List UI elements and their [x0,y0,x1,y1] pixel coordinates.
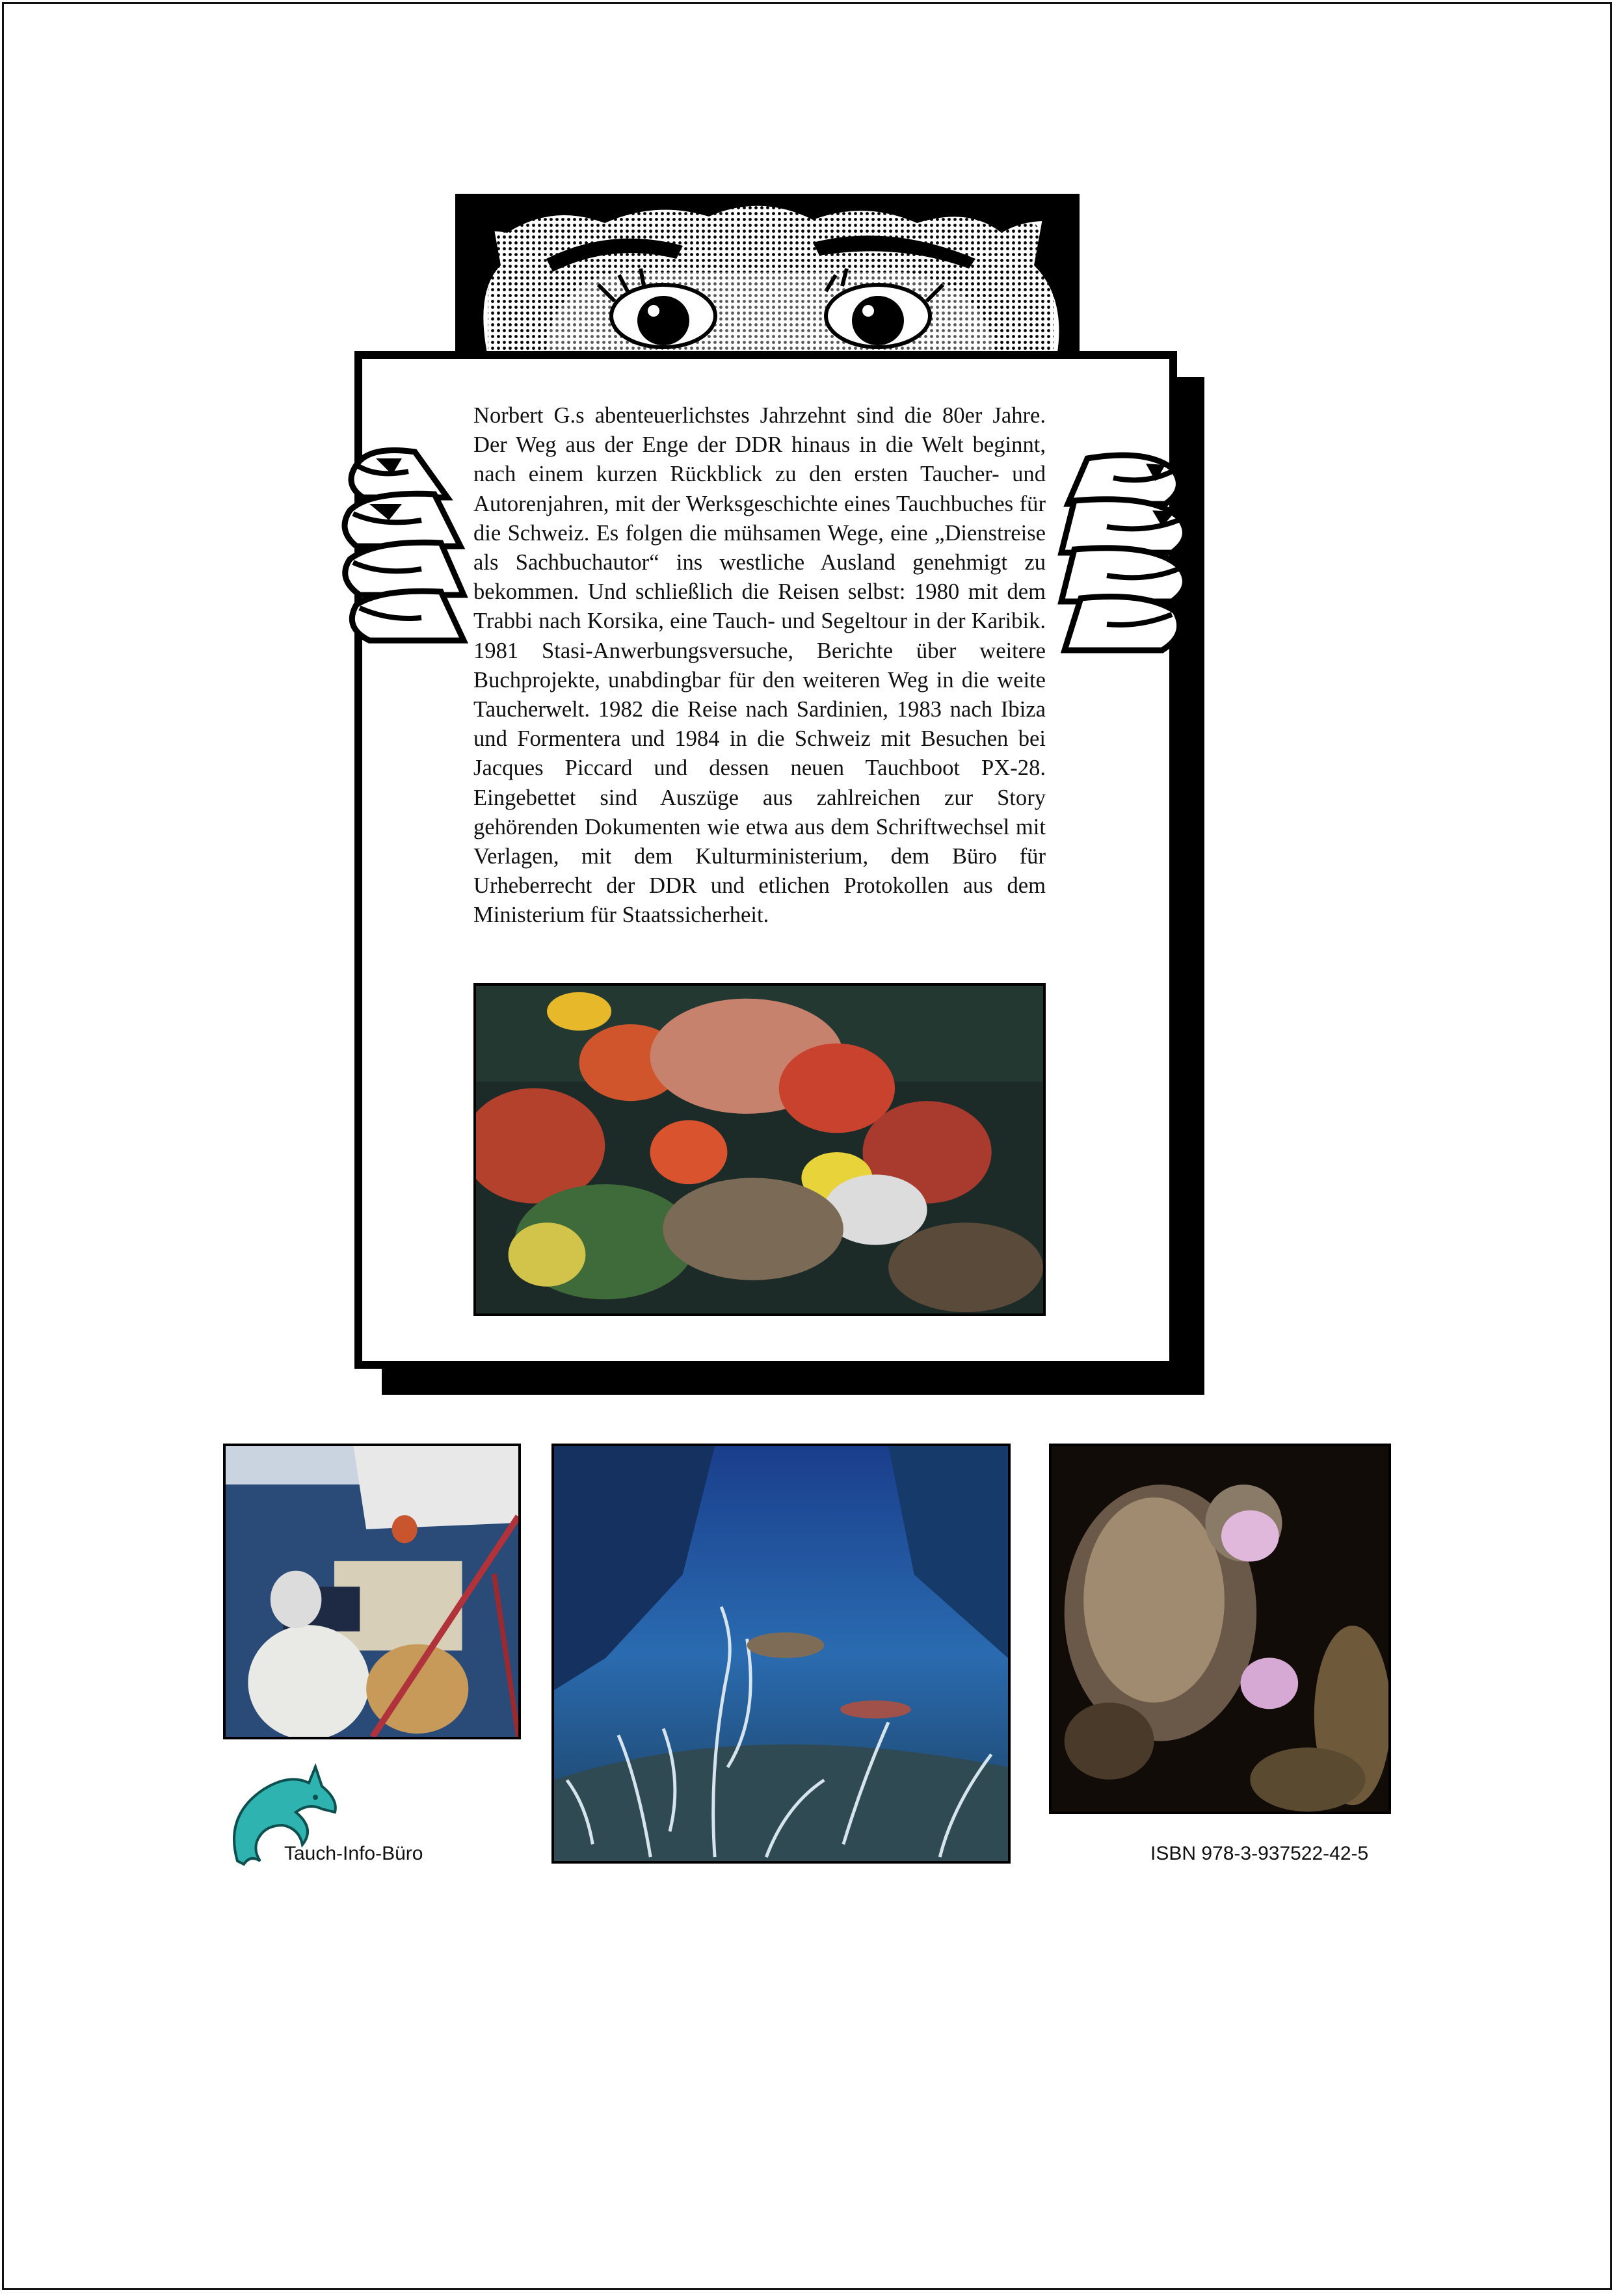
anemone-photo [1049,1444,1391,1814]
left-hand-illustration [330,439,470,653]
sailing-photo [223,1444,521,1739]
book-description: Norbert G.s abenteuerlichstes Jahrzehnt sind die 80er Jahre. Der Weg aus der Enge der DDR hinaus in die Welt beginnt, nach einem kurzen Rückblick zu den ersten Taucher- und Autorenjahren, mit der Werksgeschichte eines Tauchbuches für die Schweiz. Es folgen die mühsamen Wege, eine „Dienstreise als Sachbuchautor“ ins westliche Ausland genehmigt zu bekommen. Und schließlich die Reisen selbst: 1980 mit dem Trabbi nach Korsika, eine Tauch- und Segeltour in der Karibik. 1981 Stasi-Anwerbungsversuche, Berichte über weitere Buchprojekte, unabdingbar für den weiteren Weg in die weite Taucherwelt. 1982 die Reise nach Sardinien, 1983 nach Ibiza und Formentera und 1984 in die Schweiz mit Besuchen bei Jacques Piccard und dessen neuen Tauchboot PX-28. Eingebettet sind Auszüge aus zahlreichen zur Story gehörenden Dokumenten wie etwa aus dem Schriftwechsel mit Verlagen, mit dem Kulturministerium, dem Büro für Urheberrecht der DDR und etlichen Protokollen aus dem Ministerium für Staatssicherheit. [473,403,1046,928]
right-hand-illustration [1048,445,1198,660]
isbn-label: ISBN 978-3-937522-42-5 [1150,1843,1369,1864]
coral-reef-photo [473,983,1046,1316]
underwater-gorgonian-photo [551,1444,1011,1864]
publisher-name: Tauch-Info-Büro [284,1843,423,1864]
cartoon-face-illustration [449,187,1086,356]
